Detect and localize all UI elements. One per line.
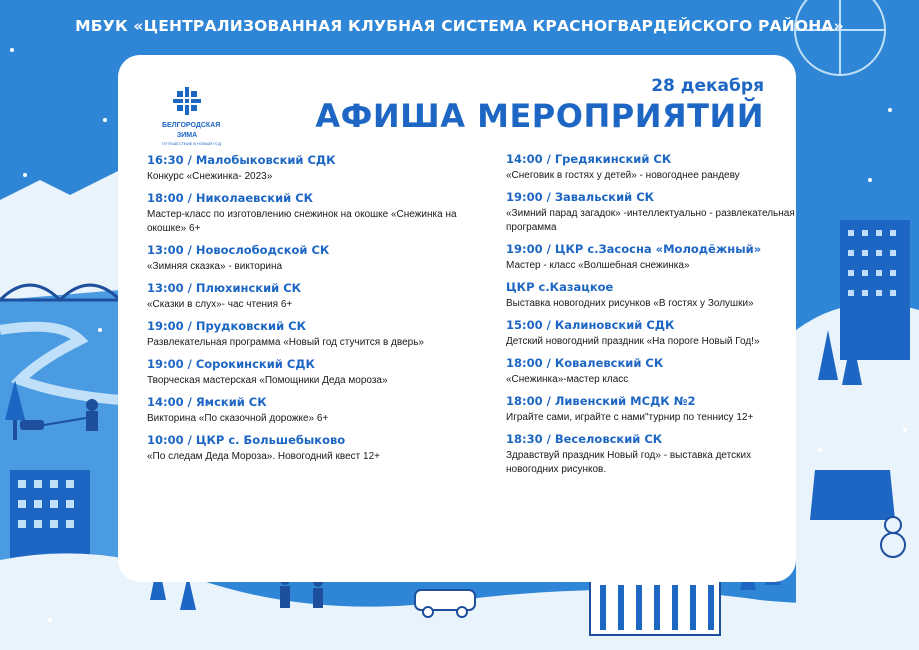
event-item xyxy=(506,190,796,235)
event-description: Развлекательная программа «Новый год стучится в дверь» xyxy=(147,337,424,348)
event-item xyxy=(147,153,477,184)
event-item xyxy=(147,191,477,236)
event-item xyxy=(506,356,796,387)
snowman-icon xyxy=(881,517,905,557)
event-description: «Сказки в слух»- час чтения 6+ xyxy=(147,299,293,310)
event-heading: 16:30 / Малобыковский СДК xyxy=(147,153,336,167)
event-item xyxy=(147,243,477,274)
event-heading: 13:00 / Плюхинский СК xyxy=(147,281,302,295)
event-heading: 14:00 / Ямский СК xyxy=(147,395,267,409)
event-item xyxy=(506,318,796,349)
event-item xyxy=(147,357,477,388)
event-item xyxy=(506,394,796,425)
event-description: Творческая мастерская «Помощники Деда мороза» xyxy=(147,375,388,386)
event-heading: 19:00 / Сорокинский СДК xyxy=(147,357,315,371)
logo-title-line2: ЗИМА xyxy=(176,132,198,139)
poster-date: 28 декабря xyxy=(651,76,764,96)
event-item xyxy=(147,395,477,426)
event-heading: ЦКР с.Казацкое xyxy=(506,280,614,294)
event-item xyxy=(506,280,796,311)
event-description: Играйте сами, играйте с нами"турнир по теннису 12+ xyxy=(506,412,754,423)
event-description: «Снежинка»-мастер класс xyxy=(506,374,629,385)
event-description: «По следам Деда Мороза». Новогодний квест 12+ xyxy=(147,451,380,462)
event-description: «Зимний парад загадок» -интеллектуально - развлекательная программа xyxy=(506,208,795,233)
poster-title: АФИША МЕРОПРИЯТИЙ xyxy=(315,97,764,135)
event-heading: 18:00 / Ковалевский СК xyxy=(506,356,664,370)
event-heading: 19:00 / ЦКР с.Засосна «Молодёжный» xyxy=(506,242,762,256)
events-right-column xyxy=(506,152,796,484)
event-heading: 18:00 / Ливенский МСДК №2 xyxy=(506,394,696,408)
event-description: Здравствуй праздник Новый год» - выставка детских новогодних рисунков. xyxy=(506,450,752,475)
event-heading: 18:00 / Николаевский СК xyxy=(147,191,314,205)
belgorod-winter-logo xyxy=(162,87,222,146)
event-description: Мастер-класс по изготовлению снежинок на окошке «Снежинка на окошке» 6+ xyxy=(147,209,457,234)
event-item xyxy=(147,281,477,312)
event-heading: 10:00 / ЦКР с. Большебыково xyxy=(147,433,346,447)
event-item xyxy=(506,152,796,183)
event-item xyxy=(506,432,796,477)
logo-title-line1: БЕЛГОРОДСКАЯ xyxy=(162,122,221,129)
event-item xyxy=(506,242,796,273)
event-heading: 19:00 / Завальский СК xyxy=(506,190,655,204)
event-description: Мастер - класс «Волшебная снежинка» xyxy=(506,260,690,271)
event-description: Детский новогодний праздник «На пороге Новый Год!» xyxy=(506,336,760,347)
event-heading: 15:00 / Калиновский СДК xyxy=(506,318,675,332)
snowflake-logo-icon xyxy=(173,87,201,115)
event-heading: 14:00 / Гредякинский СК xyxy=(506,152,672,166)
events-left-column xyxy=(147,153,477,471)
organization-title: МБУК «ЦЕНТРАЛИЗОВАННАЯ КЛУБНАЯ СИСТЕМА КРАСНОГВАРДЕЙСКОГО РАЙОНА» xyxy=(75,17,844,35)
event-description: Выставка новогодних рисунков «В гостях у Золушки» xyxy=(506,298,754,309)
event-description: Викторина «По сказочной дорожке» 6+ xyxy=(147,413,329,424)
event-description: «Зимняя сказка» - викторина xyxy=(147,261,283,272)
event-description: Конкурс «Снежинка- 2023» xyxy=(147,171,273,182)
logo-subtitle: ПУТЕШЕСТВИЕ В НОВЫЙ ГОД xyxy=(162,141,222,146)
monument-icon xyxy=(810,470,895,520)
event-heading: 19:00 / Прудковский СК xyxy=(147,319,307,333)
event-poster xyxy=(118,55,796,582)
event-heading: 18:30 / Веселовский СК xyxy=(506,432,663,446)
event-heading: 13:00 / Новослободской СК xyxy=(147,243,330,257)
event-item xyxy=(147,433,477,464)
event-description: «Снеговик в гостях у детей» - новогоднее рандеву xyxy=(506,170,740,181)
event-item xyxy=(147,319,477,350)
